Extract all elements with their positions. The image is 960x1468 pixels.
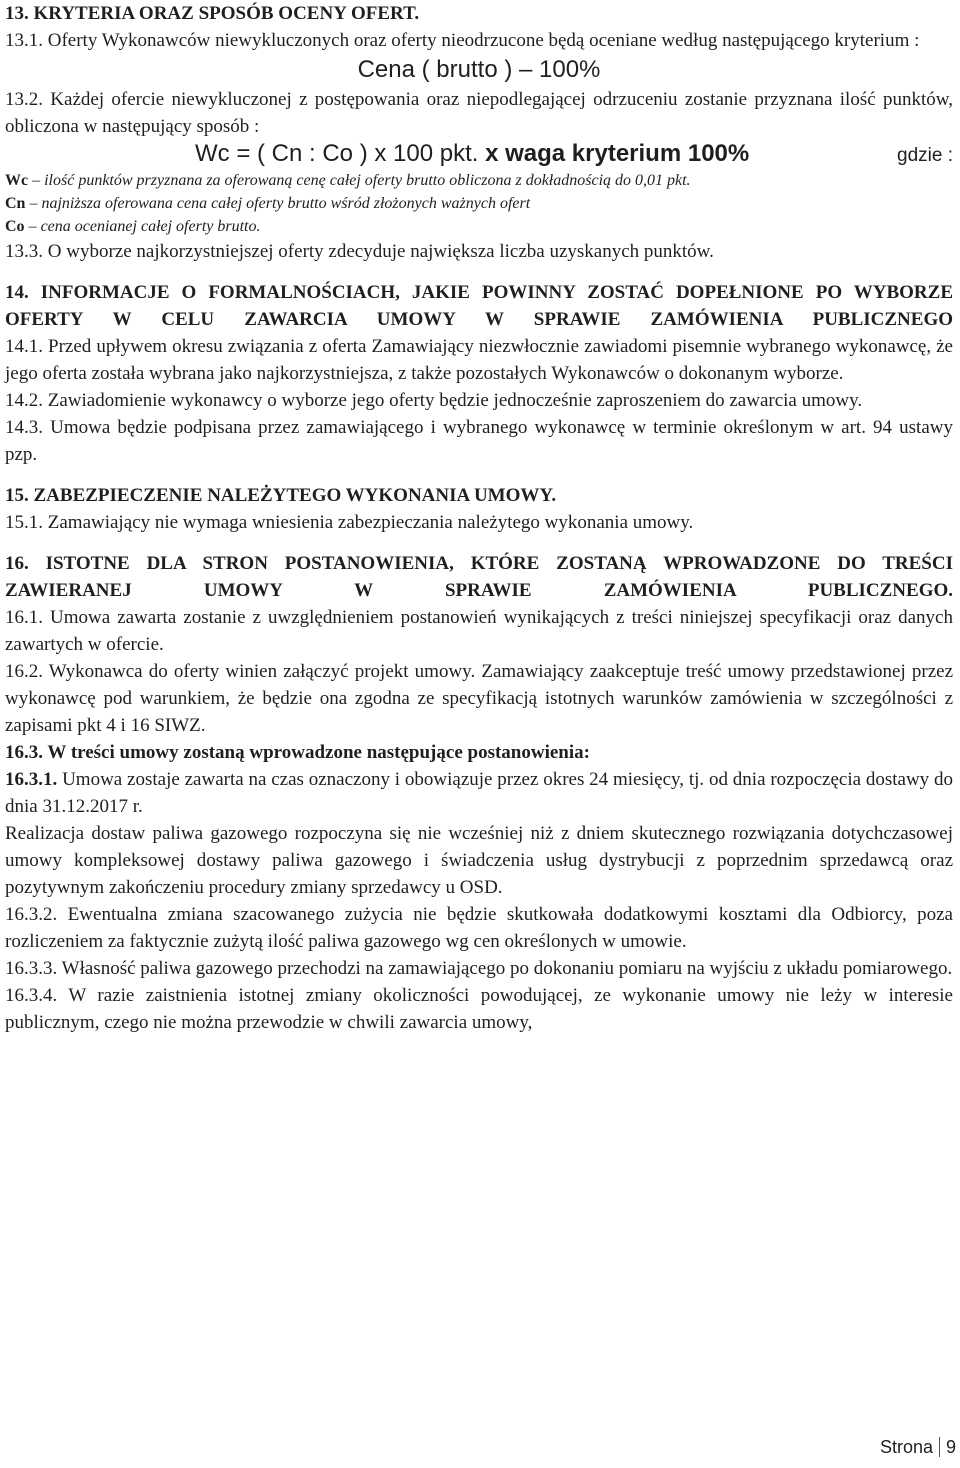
paragraph-16-3-1: 16.3.1. Umowa zostaje zawarta na czas oznaczony i obowiązuje przez okres 24 miesięcy, tj. od dnia rozpoczęcia dostawy do dnia 31.12.2017 r. [5, 769, 953, 817]
formula: Wc = ( Cn : Co ) x 100 pkt. x waga kryterium 100% [195, 140, 750, 167]
paragraph-16-3-heading: 16.3. W treści umowy zostaną wprowadzone następujące postanowienia: [5, 742, 590, 763]
paragraph-13-2: 13.2. Każdej ofercie niewykluczonej z postępowania oraz niepodlegającej odrzuceniu zostanie przyznana ilość punktów, obliczona w następujący sposób : [5, 89, 953, 137]
paragraph-14-3: 14.3. Umowa będzie podpisana przez zamawiającego i wybranego wykonawcę w terminie określonym w art. 94 ustawy pzp. [5, 417, 953, 465]
paragraph-16-3-4: 16.3.4. W razie zaistnienia istotnej zmiany okoliczności powodującej, ze wykonanie umowy nie leży w interesie publicznym, czego nie można przewodzie w chwili zawarcia umowy, [5, 985, 953, 1033]
paragraph-16-3-1-realizacja: Realizacja dostaw paliwa gazowego rozpoczyna się nie wcześniej niż z dniem skutecznego rozwiązania dotychczasowej umowy kompleksowej dostawy paliwa gazowego i świadczenia usług dystrybucji z poprzednim sprzedawcą oraz pozytywnym zakończeniu procedury zmiany sprzedawcy u OSD. [5, 823, 953, 898]
definition-cn: Cn – najniższa oferowana cena całej oferty brutto wśród złożonych ważnych ofert [5, 195, 531, 212]
criterion-line: Cena ( brutto ) – 100% [357, 56, 601, 83]
gdzie-label: gdzie : [897, 145, 953, 166]
footer-label: Strona [879, 1437, 933, 1457]
section-14-title: 14. INFORMACJE O FORMALNOŚCIACH, JAKIE POWINNY ZOSTAĆ DOPEŁNIONE PO WYBORZE OFERTY W CELU ZAWARCIA UMOWY W SPRAWIE ZAMÓWIENIA PUBLICZNEGO [5, 282, 953, 330]
definition-wc: Wc – ilość punktów przyznana za oferowaną cenę całej oferty brutto obliczona z dokładnością do 0,01 pkt. [5, 172, 691, 189]
paragraph-16-3-3: 16.3.3. Własność paliwa gazowego przechodzi na zamawiającego po dokonaniu pomiaru na wyjściu z układu pomiarowego. [5, 958, 953, 979]
paragraph-14-1: 14.1. Przed upływem okresu związania z oferta Zamawiający niezwłocznie zawiadomi pisemnie wybranego wykonawcę, że jego oferta została wybrana jako najkorzystniejsza, z także pozostałych Wykonawców o dokonanym wyborze. [5, 336, 953, 384]
formula-row [5, 140, 953, 169]
page-footer [880, 1437, 956, 1458]
section-16-title: 16. ISTOTNE DLA STRON POSTANOWIENIA, KTÓRE ZOSTANĄ WPROWADZONE DO TREŚCI ZAWIERANEJ UMOWY W SPRAWIE ZAMÓWIENIA PUBLICZNEGO. [5, 553, 953, 601]
paragraph-16-1: 16.1. Umowa zawarta zostanie z uwzględnieniem postanowień wynikających z treści niniejszej specyfikacji oraz danych zawartych w ofercie. [5, 607, 953, 655]
paragraph-14-2: 14.2. Zawiadomienie wykonawcy o wyborze jego oferty będzie jednocześnie zaproszeniem do zawarcia umowy. [5, 390, 863, 411]
section-13-title: 13. KRYTERIA ORAZ SPOSÓB OCENY OFERT. [5, 3, 420, 24]
paragraph-16-2: 16.2. Wykonawca do oferty winien załączyć projekt umowy. Zamawiający zaakceptuje treść umowy przedstawionej przez wykonawcę pod warunkiem, że będzie ona zgodna ze specyfikacją istotnych warunków zamówienia w szczególności z zapisami pkt 4 i 16 SIWZ. [5, 661, 953, 736]
page-number: 9 [945, 1437, 956, 1457]
paragraph-16-3-2: 16.3.2. Ewentualna zmiana szacowanego zużycia nie będzie skutkowała dodatkowymi kosztami dla Odbiorcy, poza rozliczeniem za faktycznie zużytą ilość paliwa gazowego wg cen określonych w umowie. [5, 904, 953, 952]
paragraph-13-3: 13.3. O wyborze najkorzystniejszej oferty zdecyduje największa liczba uzyskanych punktów. [5, 241, 714, 262]
document-page [5, 0, 953, 1036]
paragraph-13-1: 13.1. Oferty Wykonawców niewykluczonych oraz oferty nieodrzucone będą oceniane według następującego kryterium : [5, 30, 920, 51]
footer-separator [939, 1437, 940, 1457]
paragraph-15-1: 15.1. Zamawiający nie wymaga wniesienia zabezpieczania należytego wykonania umowy. [5, 512, 694, 533]
section-15-title: 15. ZABEZPIECZENIE NALEŻYTEGO WYKONANIA UMOWY. [5, 485, 557, 506]
definition-co: Co – cena ocenianej całej oferty brutto. [5, 218, 261, 235]
